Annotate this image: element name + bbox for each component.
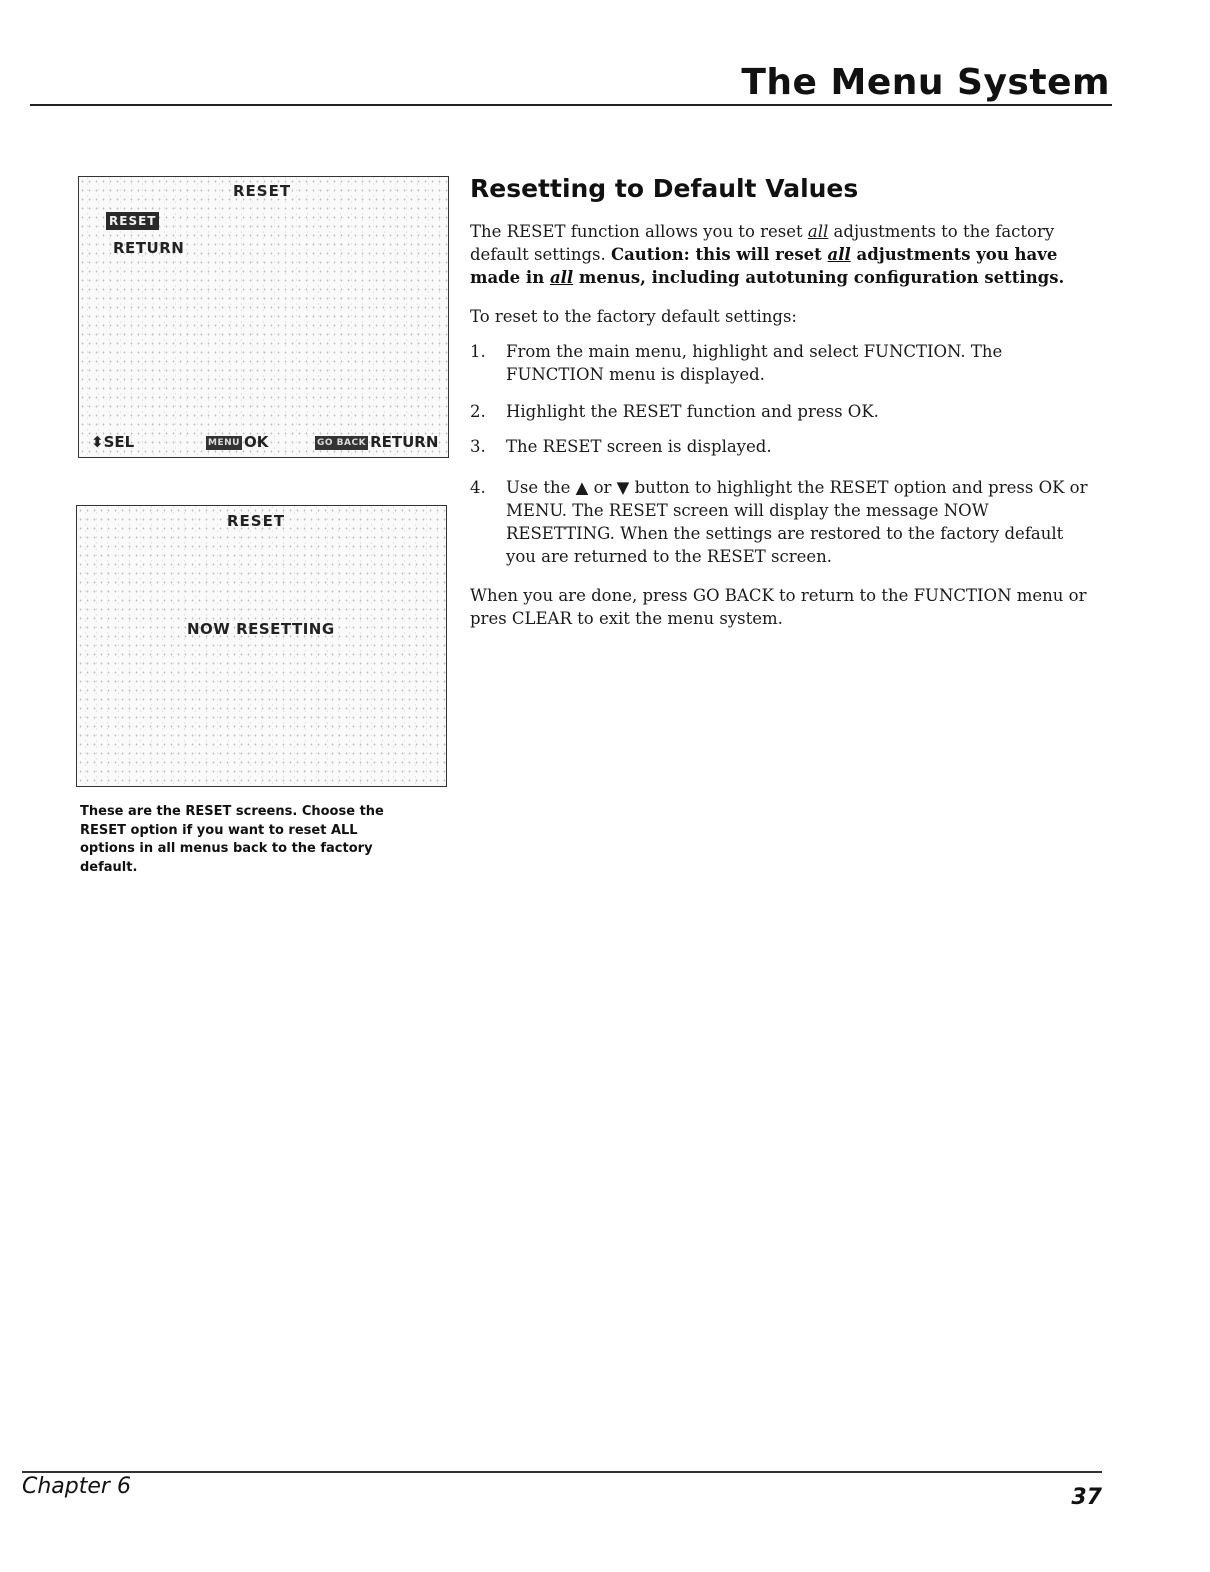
figure-caption: These are the RESET screens. Choose the RESET option if you want to reset ALL options in all menus back to the factory default. bbox=[80, 804, 384, 875]
chapter-label: Chapter 6 bbox=[22, 1474, 131, 1499]
closing-paragraph: When you are done, press GO BACK to return to the FUNCTION menu or pres CLEAR to exit the menu system. bbox=[470, 586, 1087, 628]
up-down-arrow-icon: ⬍ bbox=[91, 433, 104, 451]
step-text: Highlight the RESET function and press OK. bbox=[506, 402, 879, 421]
intro-text: The RESET function allows you to reset bbox=[470, 222, 808, 241]
hint-return bbox=[315, 433, 438, 451]
step-number: 2. bbox=[470, 402, 486, 421]
emphasis-all: all bbox=[807, 222, 829, 241]
step-text: Use the ▲ or ▼ button to highlight the RESET option and press OK or MENU. The RESET screen will display the message NOW RESETTING. When the settings are restored to the factory default you are returned to the RESET screen. bbox=[506, 478, 1088, 566]
now-resetting-screen bbox=[76, 505, 447, 787]
caution-part: menus, including autotuning configuration settings. bbox=[573, 268, 1065, 287]
menu-option-reset-highlighted[interactable]: RESET bbox=[106, 212, 159, 230]
page-number: 37 bbox=[1071, 1485, 1102, 1510]
step-text: The RESET screen is displayed. bbox=[506, 437, 772, 456]
step-text: From the main menu, highlight and select FUNCTION. The FUNCTION menu is displayed. bbox=[506, 342, 1003, 384]
screen-title: RESET bbox=[227, 512, 286, 530]
hint-label: OK bbox=[243, 433, 269, 451]
step-number: 3. bbox=[470, 437, 486, 456]
page-title: The Menu System bbox=[741, 62, 1110, 103]
caution-part: Caution: this will reset bbox=[610, 245, 828, 264]
step-number: 4. bbox=[470, 478, 486, 497]
status-message: NOW RESETTING bbox=[187, 620, 335, 638]
intro-text: adjustments to the factory default settings. bbox=[470, 222, 1055, 264]
footer-divider bbox=[22, 1471, 1102, 1473]
menu-key-icon: MENU bbox=[208, 438, 240, 448]
screen-title: RESET bbox=[233, 182, 292, 200]
header-divider bbox=[30, 104, 1112, 106]
intro-paragraph bbox=[470, 220, 1095, 289]
reset-menu-screen bbox=[78, 176, 449, 458]
emphasis-all: all bbox=[827, 245, 851, 264]
hint-ok bbox=[206, 433, 268, 451]
step-number: 1. bbox=[470, 342, 486, 361]
hint-label: SEL bbox=[103, 433, 135, 451]
section-heading: Resetting to Default Values bbox=[470, 174, 859, 203]
lead-paragraph: To reset to the factory default settings: bbox=[470, 307, 797, 326]
menu-option-return[interactable]: RETURN bbox=[113, 239, 185, 257]
screen-hint-bar bbox=[83, 431, 444, 455]
hint-select bbox=[91, 433, 134, 451]
caution-part: adjustments you have made in bbox=[470, 245, 1058, 287]
go-back-key-icon: GO BACK bbox=[317, 438, 367, 448]
hint-label: RETURN bbox=[370, 433, 439, 451]
emphasis-all: all bbox=[549, 268, 574, 287]
